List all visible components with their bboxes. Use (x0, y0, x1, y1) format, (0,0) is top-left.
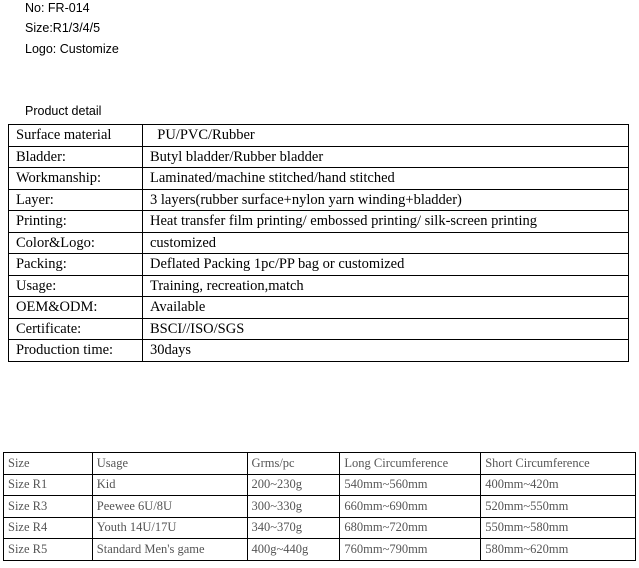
detail-row (9, 254, 629, 276)
detail-value: Heat transfer film printing/ embossed printing/ silk-screen printing (143, 211, 629, 233)
size-column-header: Long Circumference (340, 453, 481, 475)
detail-value: Deflated Packing 1pc/PP bag or customized (143, 254, 629, 276)
detail-row (9, 340, 629, 362)
size-cell: 660mm~690mm (340, 496, 481, 518)
detail-row (9, 146, 629, 168)
detail-label: Usage: (9, 275, 143, 297)
size-column-header: Short Circumference (481, 453, 636, 475)
detail-label: Printing: (9, 211, 143, 233)
size-column-header: Size (4, 453, 93, 475)
size-cell: 300~330g (247, 496, 340, 518)
detail-label: Production time: (9, 340, 143, 362)
detail-label: Surface material (9, 125, 143, 147)
detail-row (9, 232, 629, 254)
size-column-header: Usage (92, 453, 247, 475)
size-cell: 520mm~550mm (481, 496, 636, 518)
size-list: Size:R1/3/4/5 (25, 21, 101, 35)
detail-label: Bladder: (9, 146, 143, 168)
size-row (4, 474, 636, 496)
size-cell: Kid (92, 474, 247, 496)
size-cell: Peewee 6U/8U (92, 496, 247, 518)
detail-value: PU/PVC/Rubber (143, 125, 629, 147)
detail-label: Color&Logo: (9, 232, 143, 254)
logo-option: Logo: Customize (25, 42, 119, 56)
size-cell: 760mm~790mm (340, 539, 481, 561)
size-cell: Youth 14U/17U (92, 517, 247, 539)
detail-row (9, 275, 629, 297)
size-cell: Size R5 (4, 539, 93, 561)
detail-value: 30days (143, 340, 629, 362)
product-number: No: FR-014 (25, 1, 90, 15)
detail-value: Laminated/machine stitched/hand stitched (143, 168, 629, 190)
detail-label: Layer: (9, 189, 143, 211)
detail-value: Training, recreation,match (143, 275, 629, 297)
product-detail-table (8, 124, 629, 362)
size-cell: 550mm~580mm (481, 517, 636, 539)
product-detail-heading: Product detail (25, 104, 102, 118)
size-cell: 400mm~420m (481, 474, 636, 496)
size-cell: 540mm~560mm (340, 474, 481, 496)
detail-value: customized (143, 232, 629, 254)
detail-label: OEM&ODM: (9, 297, 143, 319)
size-cell: Size R3 (4, 496, 93, 518)
detail-value: 3 layers(rubber surface+nylon yarn winding+bladder) (143, 189, 629, 211)
size-column-header: Grms/pc (247, 453, 340, 475)
detail-row (9, 125, 629, 147)
size-cell: Standard Men's game (92, 539, 247, 561)
size-row (4, 496, 636, 518)
size-cell: Size R4 (4, 517, 93, 539)
detail-row (9, 297, 629, 319)
detail-row (9, 318, 629, 340)
size-spec-table (3, 452, 636, 561)
size-cell: 400g~440g (247, 539, 340, 561)
detail-row (9, 189, 629, 211)
detail-row (9, 168, 629, 190)
detail-label: Packing: (9, 254, 143, 276)
detail-value: Available (143, 297, 629, 319)
size-row (4, 517, 636, 539)
size-row (4, 539, 636, 561)
detail-row (9, 211, 629, 233)
size-cell: 680mm~720mm (340, 517, 481, 539)
detail-value: BSCI//ISO/SGS (143, 318, 629, 340)
size-header-row (4, 453, 636, 475)
size-cell: 580mm~620mm (481, 539, 636, 561)
detail-label: Certificate: (9, 318, 143, 340)
size-cell: Size R1 (4, 474, 93, 496)
detail-value: Butyl bladder/Rubber bladder (143, 146, 629, 168)
size-cell: 340~370g (247, 517, 340, 539)
size-cell: 200~230g (247, 474, 340, 496)
detail-label: Workmanship: (9, 168, 143, 190)
